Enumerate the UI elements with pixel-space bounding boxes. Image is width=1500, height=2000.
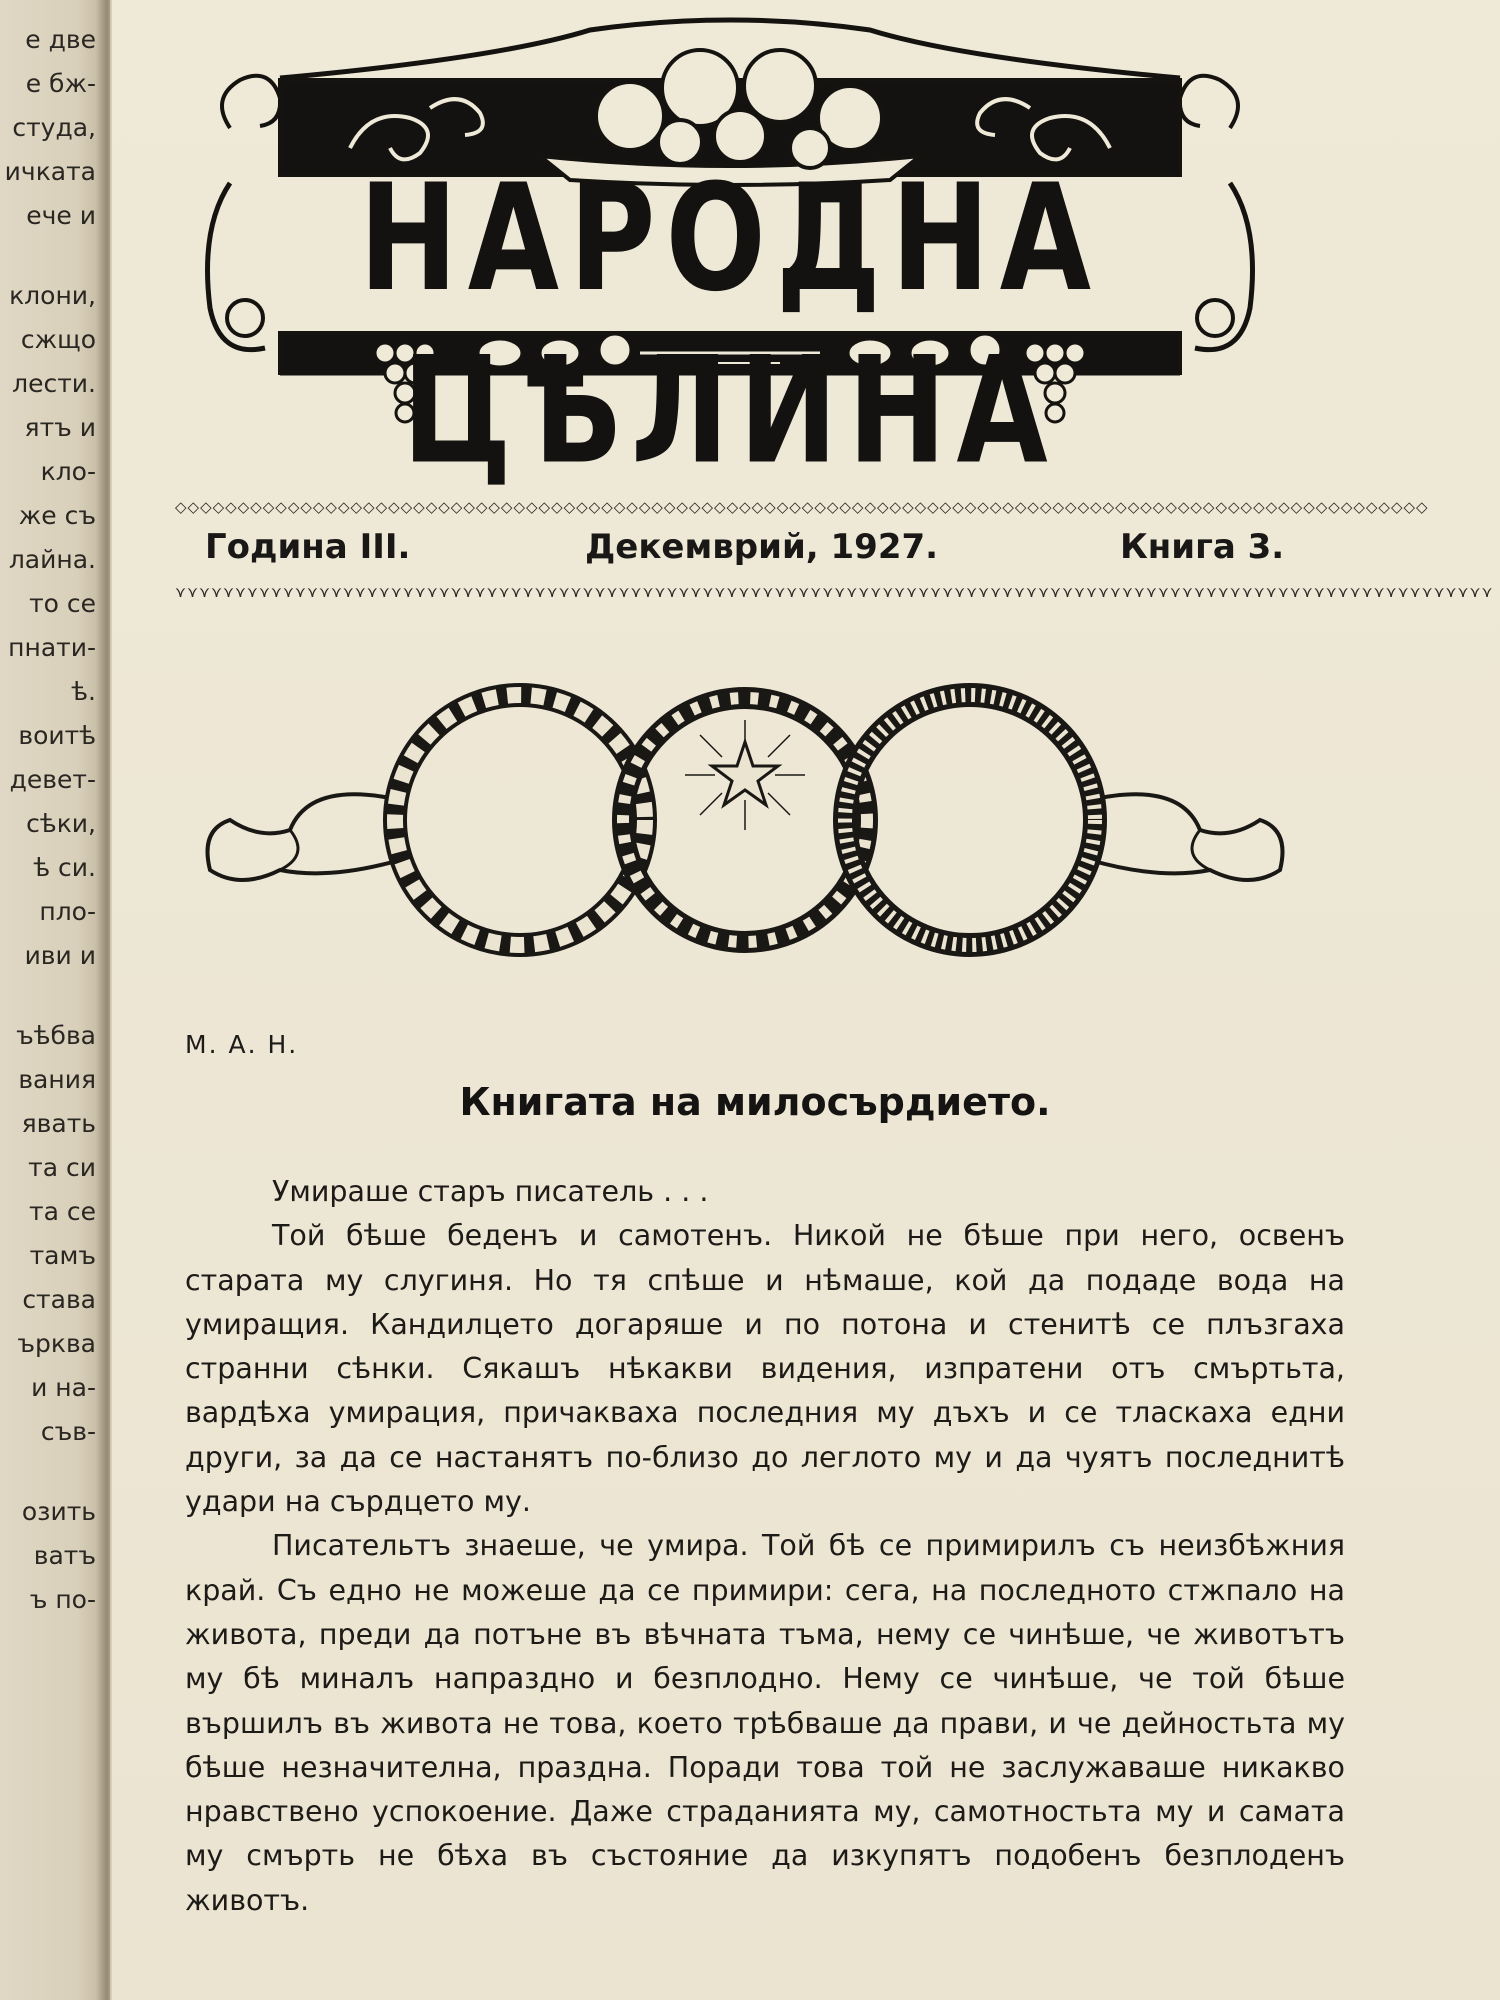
previous-page-line: лести. [12, 369, 96, 398]
previous-page-line: иви и [24, 941, 96, 970]
previous-page-line: и на- [31, 1373, 96, 1402]
previous-page-line: ѣ. [71, 677, 96, 706]
previous-page-line: е две [25, 25, 96, 54]
previous-page-line: става [22, 1285, 96, 1314]
previous-page-line: кло- [40, 457, 96, 486]
previous-page-line: лайна. [8, 545, 96, 574]
previous-page-line: ърква [17, 1329, 96, 1358]
previous-page-line: е бж- [25, 69, 96, 98]
issue-info [205, 527, 1305, 573]
previous-page-line: воитѣ [18, 721, 96, 750]
previous-page-line: озить [21, 1497, 96, 1526]
previous-page-line: ятъ и [24, 413, 96, 442]
previous-page-line: ватъ [33, 1541, 96, 1570]
wreaths-and-star-illustration [200, 680, 1290, 970]
star-icon [685, 720, 805, 830]
previous-page-line [0, 238, 96, 274]
previous-page-line: ъ по- [29, 1585, 96, 1614]
previous-page-line: сжщо [20, 325, 96, 354]
previous-page-line: ѣ си. [33, 853, 96, 882]
previous-page-line: ичката [4, 157, 96, 186]
previous-page-line: пло- [39, 897, 96, 926]
article-author: М. А. Н. [185, 1030, 299, 1059]
paragraph: Писательтъ знаеше, че умира. Той бѣ се примирилъ съ неизбѣжния край. Съ едно не можеше да се примири: сега, на последното стжпало на живота, преди да потъне въ вѣчната тъма, нему се чинѣше, че животътъ му бѣ миналъ напраздно и безплодно. Нему се чинѣше, че той бѣше вършилъ въ живота не това, което трѣбваше да прави, и че дейностьта му бѣше незначителна, праздна. Поради това той не заслужаваше никакво нравствено успокоение. Даже страданията му, самотностьта му и самата му смърть не бѣха въ състояние да изкупятъ подобенъ безплоденъ животъ. [185, 1529, 1345, 1917]
masthead [170, 8, 1290, 497]
paragraph: Той бѣше беденъ и самотенъ. Никой не бѣше при него, освенъ старата му слугиня. Но тя спѣше и нѣмаше, кой да подаде вода на умиращия. Кандилцето догаряше и по потона и стенитѣ се плъзгаха странни сѣнки. Сякашъ нѣкакви видения, изпратени отъ смъртьта, вардѣха умирация, причакваха последния му дъхъ и се тласкаха едни други, за да се настанятъ по-близо до леглото му и да чуятъ последнитѣ удари на сърдцето му. [185, 1219, 1345, 1519]
previous-page-line: та се [29, 1197, 96, 1226]
previous-page-line: та си [28, 1153, 96, 1182]
previous-page-line: же съ [18, 501, 96, 530]
previous-page-line: ече и [26, 201, 96, 230]
bottom-ornament-rule: ⋎⋎⋎⋎⋎⋎⋎⋎⋎⋎⋎⋎⋎⋎⋎⋎⋎⋎⋎⋎⋎⋎⋎⋎⋎⋎⋎⋎⋎⋎⋎⋎⋎⋎⋎⋎⋎⋎⋎⋎⋎⋎⋎⋎⋎⋎⋎⋎⋎⋎⋎⋎⋎⋎⋎⋎⋎⋎⋎⋎⋎⋎⋎⋎⋎⋎⋎⋎⋎⋎⋎⋎⋎⋎⋎⋎⋎⋎⋎⋎⋎⋎⋎⋎⋎⋎⋎⋎⋎⋎⋎⋎⋎⋎⋎⋎⋎⋎⋎⋎⋎⋎⋎⋎⋎⋎⋎⋎⋎⋎ [175, 583, 1494, 601]
issue-date: Декемврий, 1927. [585, 527, 939, 567]
wreath-vignette [200, 680, 1290, 970]
previous-page-line: пнати- [8, 633, 96, 662]
previous-page-line: явать [21, 1109, 96, 1138]
previous-page-line: то се [29, 589, 96, 618]
previous-page-line [0, 978, 96, 1014]
issue-year: Година III. [205, 527, 411, 567]
previous-page-line: студа, [12, 113, 96, 142]
article-title: Книгата на милосърдието. [459, 1080, 1051, 1124]
article-body [185, 1170, 1345, 1923]
previous-page-line: девет- [9, 765, 96, 794]
previous-page-line: тамъ [29, 1241, 96, 1270]
previous-page-text-fragments [0, 18, 96, 1622]
previous-page-line: клони, [9, 281, 96, 310]
paragraph: Умираше старъ писатель . . . [272, 1175, 709, 1208]
previous-page-line [0, 1454, 96, 1490]
previous-page-line: сѣки, [26, 809, 96, 838]
previous-page-line: ъѣбва [16, 1021, 96, 1050]
magazine-title: НАРОДНА ЦѢЛИНА [358, 151, 1102, 497]
top-ornament-rule: ◇◇◇◇◇◇◇◇◇◇◇◇◇◇◇◇◇◇◇◇◇◇◇◇◇◇◇◇◇◇◇◇◇◇◇◇◇◇◇◇◇◇◇◇◇◇◇◇◇◇◇◇◇◇◇◇◇◇◇◇◇◇◇◇◇◇◇◇◇◇◇◇◇◇◇◇◇◇◇◇◇◇◇◇◇◇◇◇◇◇◇◇◇◇◇◇◇◇◇◇ [175, 498, 1429, 516]
issue-book: Книга 3. [1120, 527, 1285, 567]
previous-page-line: вания [18, 1065, 96, 1094]
previous-page-line: съв- [40, 1417, 96, 1446]
